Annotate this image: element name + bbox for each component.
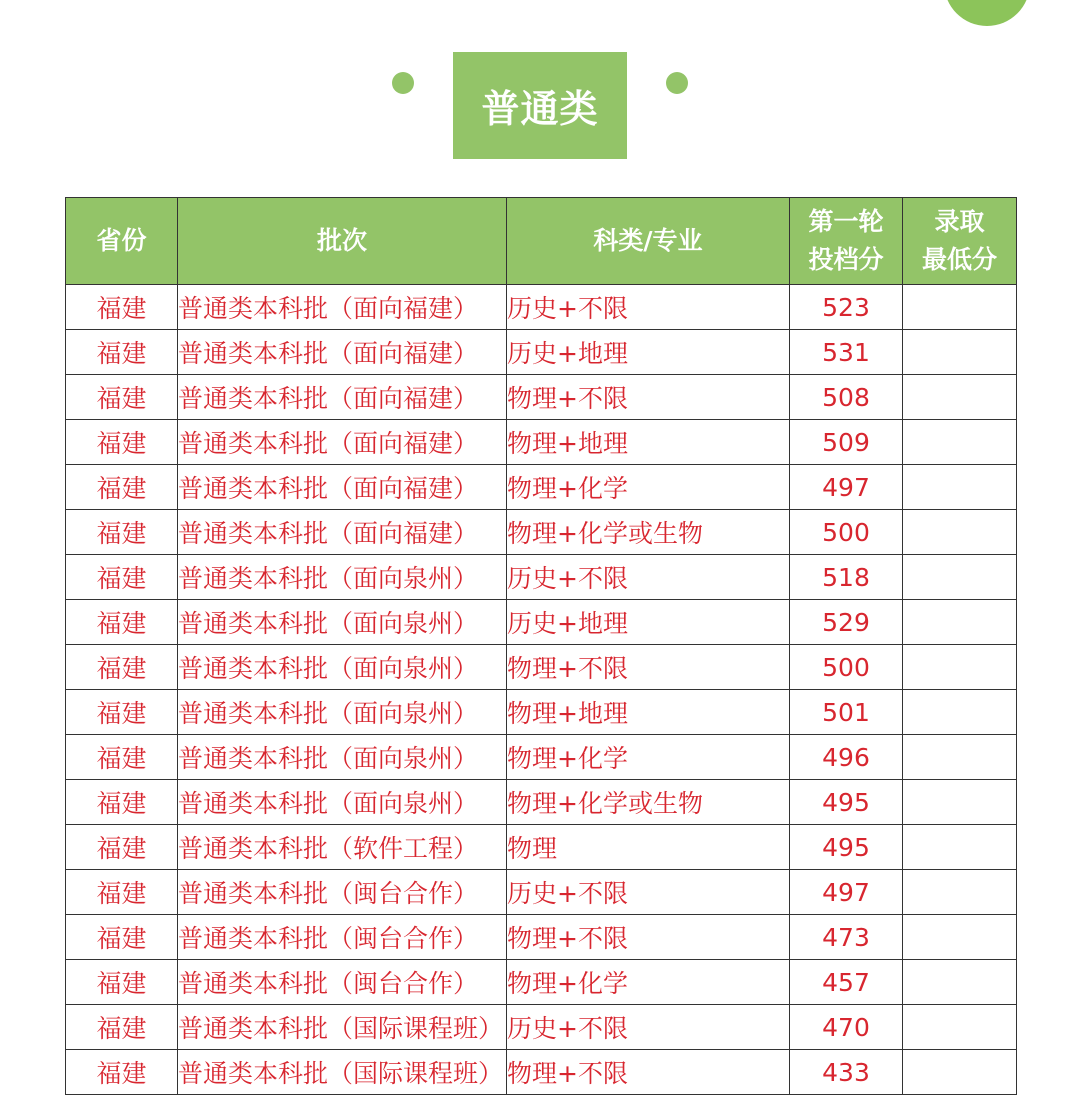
header-first-round-score (790, 198, 903, 285)
header-batch: 批次 (178, 198, 507, 285)
table-row (66, 1050, 1017, 1095)
cell-first-round-score: 496 (790, 735, 903, 780)
cell-min-score (903, 1050, 1017, 1095)
cell-first-round-score: 518 (790, 555, 903, 600)
cell-batch: 普通类本科批（面向福建） (178, 330, 507, 375)
cell-first-round-score: 497 (790, 870, 903, 915)
cell-min-score (903, 1005, 1017, 1050)
table-row (66, 285, 1017, 330)
cell-first-round-score: 509 (790, 420, 903, 465)
table-row (66, 960, 1017, 1005)
cell-min-score (903, 465, 1017, 510)
cell-province: 福建 (66, 960, 178, 1005)
cell-first-round-score: 433 (790, 1050, 903, 1095)
cell-min-score (903, 330, 1017, 375)
cell-batch: 普通类本科批（面向泉州） (178, 555, 507, 600)
table-row (66, 555, 1017, 600)
cell-first-round-score: 495 (790, 825, 903, 870)
section-title: 普通类 (453, 52, 627, 159)
cell-subject: 物理 (507, 825, 790, 870)
cell-first-round-score: 457 (790, 960, 903, 1005)
cell-subject: 物理+地理 (507, 420, 790, 465)
cell-province: 福建 (66, 690, 178, 735)
cell-subject: 历史+地理 (507, 330, 790, 375)
cell-first-round-score: 523 (790, 285, 903, 330)
cell-province: 福建 (66, 825, 178, 870)
table-row (66, 780, 1017, 825)
table-row (66, 600, 1017, 645)
cell-province: 福建 (66, 375, 178, 420)
cell-first-round-score: 501 (790, 690, 903, 735)
cell-batch: 普通类本科批（国际课程班） (178, 1050, 507, 1095)
cell-min-score (903, 645, 1017, 690)
cell-province: 福建 (66, 780, 178, 825)
cell-subject: 历史+不限 (507, 870, 790, 915)
cell-batch: 普通类本科批（面向泉州） (178, 735, 507, 780)
cell-province: 福建 (66, 555, 178, 600)
cell-subject: 历史+不限 (507, 285, 790, 330)
cell-first-round-score: 473 (790, 915, 903, 960)
cell-min-score (903, 420, 1017, 465)
table-row (66, 870, 1017, 915)
cell-batch: 普通类本科批（面向泉州） (178, 690, 507, 735)
corner-decoration (944, 0, 1030, 26)
cell-province: 福建 (66, 1050, 178, 1095)
cell-subject: 物理+不限 (507, 645, 790, 690)
header-min-score-line2: 最低分 (921, 245, 997, 274)
cell-subject: 历史+不限 (507, 555, 790, 600)
cell-min-score (903, 510, 1017, 555)
cell-province: 福建 (66, 465, 178, 510)
table-row (66, 825, 1017, 870)
table-row (66, 690, 1017, 735)
cell-min-score (903, 915, 1017, 960)
table-row (66, 915, 1017, 960)
cell-batch: 普通类本科批（面向泉州） (178, 645, 507, 690)
cell-province: 福建 (66, 915, 178, 960)
table-header-row (66, 198, 1017, 285)
cell-province: 福建 (66, 600, 178, 645)
table-row (66, 375, 1017, 420)
cell-min-score (903, 375, 1017, 420)
header-min-score-line1: 录取 (934, 207, 985, 236)
cell-min-score (903, 735, 1017, 780)
cell-min-score (903, 555, 1017, 600)
cell-batch: 普通类本科批（闽台合作） (178, 870, 507, 915)
cell-province: 福建 (66, 645, 178, 690)
cell-first-round-score: 500 (790, 645, 903, 690)
cell-subject: 物理+不限 (507, 1050, 790, 1095)
cell-batch: 普通类本科批（闽台合作） (178, 915, 507, 960)
cell-province: 福建 (66, 735, 178, 780)
cell-batch: 普通类本科批（闽台合作） (178, 960, 507, 1005)
cell-min-score (903, 690, 1017, 735)
cell-min-score (903, 285, 1017, 330)
header-min-score (903, 198, 1017, 285)
cell-first-round-score: 529 (790, 600, 903, 645)
cell-first-round-score: 470 (790, 1005, 903, 1050)
header-first-round-line2: 投档分 (808, 245, 884, 274)
cell-subject: 物理+化学 (507, 465, 790, 510)
cell-batch: 普通类本科批（面向泉州） (178, 600, 507, 645)
cell-subject: 物理+化学 (507, 735, 790, 780)
cell-subject: 物理+化学 (507, 960, 790, 1005)
header-subject: 科类/专业 (507, 198, 790, 285)
left-dot-decoration (392, 72, 414, 94)
table-row (66, 330, 1017, 375)
cell-subject: 物理+化学或生物 (507, 780, 790, 825)
cell-first-round-score: 531 (790, 330, 903, 375)
cell-batch: 普通类本科批（国际课程班） (178, 1005, 507, 1050)
cell-subject: 历史+不限 (507, 1005, 790, 1050)
cell-subject: 历史+地理 (507, 600, 790, 645)
cell-province: 福建 (66, 510, 178, 555)
header-first-round-line1: 第一轮 (808, 207, 884, 236)
cell-first-round-score: 508 (790, 375, 903, 420)
header-province: 省份 (66, 198, 178, 285)
cell-batch: 普通类本科批（面向福建） (178, 465, 507, 510)
table-row (66, 645, 1017, 690)
cell-first-round-score: 500 (790, 510, 903, 555)
table-row (66, 1005, 1017, 1050)
cell-batch: 普通类本科批（面向泉州） (178, 780, 507, 825)
cell-first-round-score: 495 (790, 780, 903, 825)
cell-province: 福建 (66, 870, 178, 915)
cell-batch: 普通类本科批（面向福建） (178, 510, 507, 555)
table-row (66, 465, 1017, 510)
cell-province: 福建 (66, 1005, 178, 1050)
table-row (66, 735, 1017, 780)
cell-subject: 物理+不限 (507, 915, 790, 960)
table-row (66, 420, 1017, 465)
cell-min-score (903, 870, 1017, 915)
cell-batch: 普通类本科批（软件工程） (178, 825, 507, 870)
cell-subject: 物理+不限 (507, 375, 790, 420)
cell-min-score (903, 780, 1017, 825)
cell-province: 福建 (66, 330, 178, 375)
cell-min-score (903, 825, 1017, 870)
score-table (65, 197, 1017, 1095)
table-row (66, 510, 1017, 555)
cell-batch: 普通类本科批（面向福建） (178, 420, 507, 465)
cell-first-round-score: 497 (790, 465, 903, 510)
right-dot-decoration (666, 72, 688, 94)
cell-min-score (903, 600, 1017, 645)
cell-subject: 物理+化学或生物 (507, 510, 790, 555)
cell-batch: 普通类本科批（面向福建） (178, 375, 507, 420)
cell-batch: 普通类本科批（面向福建） (178, 285, 507, 330)
cell-subject: 物理+地理 (507, 690, 790, 735)
cell-province: 福建 (66, 285, 178, 330)
cell-province: 福建 (66, 420, 178, 465)
cell-min-score (903, 960, 1017, 1005)
